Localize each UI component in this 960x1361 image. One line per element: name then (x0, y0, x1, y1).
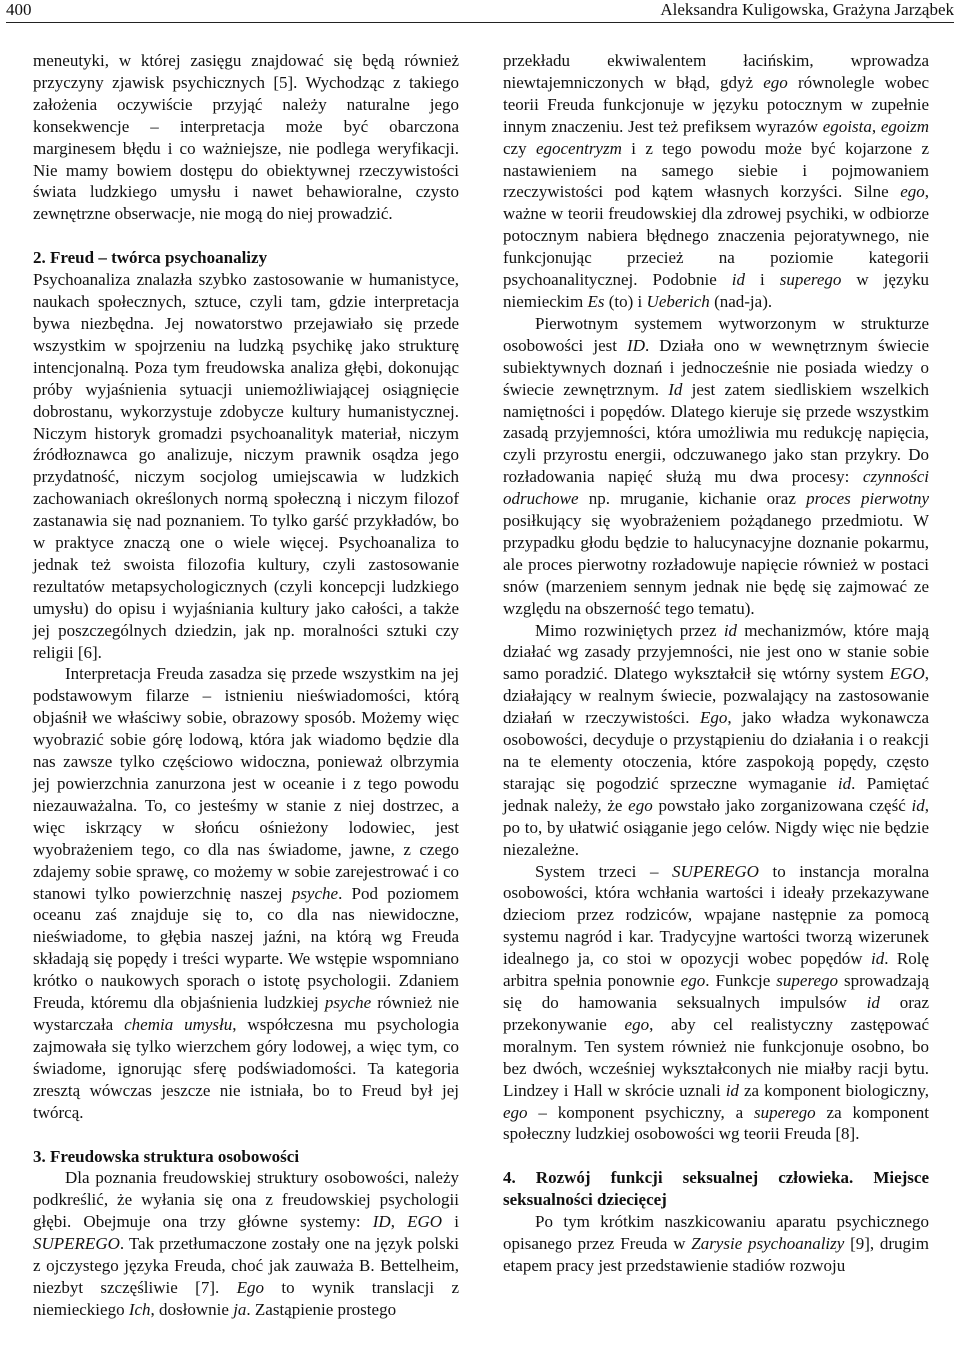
paragraph: Po tym krótkim naszkicowaniu aparatu psychicznego opisanego przez Freuda w Zarysie psychoanalizy [9], drugim etapem pracy jest przedstawienie stadiów rozwoju (503, 1212, 929, 1275)
left-column (33, 50, 459, 1321)
paragraph: Interpretacja Freuda zasadza się przede wszystkim na jej podstawowym filarze – istnieniu nieświadomości, którą objaśnił we właściwy sobie, obrazowy sposób. Możemy więc wyobrazić sobie górę lodową, która jak wiadomo będzie dla nas zawsze tylko częściowo widoczna, ponieważ olbrzymia jej powierzchnia zanurzona jest w oceanie i z tego powodu niezauważalna. To, co jesteśmy w stanie z niej dostrzec, a więc iskrzący w słońcu ośnieżony lodowiec, jest wyobrażeniem tego, co dla nas świadome, jawne, z czego zdajemy sobie sprawę, co możemy w sobie zarejestrować i co stanowi tylko powierzchnię naszej psyche. Pod poziomem oceanu zaś znajduje się to, co dla nas niewidoczne, nieświadome, to głębia naszej jaźni, na którą wg Freuda składają się popędy i treści wyparte. We wstępie wspomniano krótko o naukowych sporach o istotę psychologii. Zdaniem Freuda, któremu dla objaśnienia ludzkiej psyche również nie wystarczała chemia umysłu, współczesna mu psychologia zajmowała się tylko wierzchem góry lodowej, a więc tym, co świadome, ignorując sferę podświadomości. Ta kategoria zresztą wówczas jeszcze nie istniała, bo to Freud był jej twórcą. (33, 664, 460, 1122)
section-heading-3: 3. Freudowska struktura osobowości (33, 1146, 300, 1166)
paragraph: Dla poznania freudowskiej struktury osobowości, należy podkreślić, że wyłania się ona z freudowskiej psychologii głębi. Obejmuje ona trzy główne systemy: ID, EGO i SUPEREGO. Tak przetłumaczone zostały one na język polski z ojczystego języka Freuda, choć jak zauważa B. Bettelheim, niezbyt szczęśliwie [7]. Ego to wynik translacji z niemieckiego Ich, dosłownie ja. Zastąpienie prostego (33, 1168, 459, 1319)
page-number: 400 (6, 0, 32, 19)
running-header (6, 0, 954, 23)
paragraph: Psychoanaliza znalazła szybko zastosowanie w humanistyce, naukach społecznych, sztuce, czyli tam, gdzie interpretacja bywa niezbędna. Jej nowatorstwo przejawiało się przede wszystkim w spojrzeniu na ludzką psychikę jako strukturę intencjonalną. Poza tym freudowska analiza głębi, dokonując próby wyjaśnienia sytuacji uniemożliwiającej osiągnięcie dobrostanu, wykorzystuje zdobycze kultury humanistycznej. Niczym historyk gromadzi psychoanalityk materiał, niczym źródłoznawca go analizuje, niczym prawnik osądza jego przydatność, niczym socjolog umiejscawia w ludzkich zachowaniach określonych normą społeczną i niczym filozof zastanawia się nad poznaniem. To tylko garść przykładów, bo w praktyce znaczą one o wiele więcej. Psychoanaliza to jednak też swoista filozofia kultury, czyli zastosowanie rezultatów metapsychologicznych (czyli koncepcji ludzkiego umysłu) do opisu i wyjaśniania kultury jako całości, a także jej poszczególnych dziedzin, jak np. moralności sztuki czy religii [6]. (33, 270, 459, 662)
section-heading-4: 4. Rozwój funkcji seksualnej człowieka. Miejsce seksualności dziecięcej (503, 1168, 929, 1210)
header-authors: Aleksandra Kuligowska, Grażyna Jarząbek (660, 0, 954, 19)
paragraph: System trzeci – SUPEREGO to instancja moralna osobowości, która wchłania wartości i ideały przekazywane dzieciom przez rodziców, wpajane następnie za pomocą systemu nagród i kar. Tradycyjne wartości tworzą wizerunek idealnego ja, co stoi w opozycji wobec popędów id. Rolę arbitra spełnia ponownie ego. Funkcje superego sprowadzają się do hamowania seksualnych impulsów id oraz przekonywanie ego, aby cel realistyczny zastępować moralnym. Ten system również nie funkcjonuje osobno, bo bez dwóch, wcześniej wykształconych nie miałby racji bytu. Lindzey i Hall w skrócie uznali id za komponent biologiczny, ego – komponent psychiczny, a superego za komponent społeczny ludzkiej osobowości wg teorii Freuda [8]. (503, 861, 930, 1144)
paragraph: Pierwotnym systemem wytworzonym w strukturze osobowości jest ID. Działa ono w wewnętrznym świecie subiektywnych doznań i jednocześnie nie posiada wiedzy o świecie zewnętrznym. Id jest zatem siedliskiem wszelkich namiętności i popędów. Dlatego kieruje się przede wszystkim zasadą przyjemności, która umożliwia mu redukcję napięcia, czyli przyrostu energii, odczuwanego jako stan przykry. Do rozładowania napięć służą mu dwa procesy: czynności odruchowe np. mruganie, kichanie oraz proces pierwotny posiłkujący się wyobrażeniem pożądanego przedmiotu. W przypadku głodu będzie to halucynacyjne doznanie pokarmu, ale proces pierwotny rozładowuje napięcie również w postaci snów (marzeniem sennym jednak nie będę się zajmować ze względu na obszerność tego tematu). (503, 313, 929, 618)
section-heading-2: 2. Freud – twórca psychoanalizy (33, 248, 268, 268)
paragraph: przekładu ekwiwalentem łacińskim, wprowadza niewtajemniczonych w błąd, gdyż ego równolegle wobec teorii Freuda funkcjonuje w języku potocznym w zupełnie innym znaczeniu. Jest też prefiksem wyrazów egoista, egoizm czy egocentryzm i z tego powodu może być kojarzone z nastawieniem na samego siebie i pojmowaniem rzeczywistości pod kątem własnych korzyści. Silne ego, ważne w teorii freudowskiej dla zdrowej psychiki, w odbiorze potocznym nabiera błędnego znaczenia pejoratywnego, nie funkcjonując przecież na poziomie kategorii psychoanalitycznej. Podobnie id i superego w języku niemieckim Es (to) i Ueberich (nad-ja). (503, 51, 930, 311)
paragraph: Mimo rozwiniętych przez id mechanizmów, które mają działać wg zasady przyjemności, nie jest ono w stanie sobie samo poradzić. Dlatego wykształcił się wtórny system EGO, działający w realnym świecie, pozwalający na zastosowanie działań w rzeczywistości. Ego, jako władza wykonawcza osobowości, decyduje o przystąpieniu do działania i o reakcji na te elementy otoczenia, które zaspokoją popędy, często starając się pogodzić sprzeczne wymaganie id. Pamiętać jednak należy, że ego powstało jako zorganizowana część id, po to, by ułatwić osiąganie jego celów. Nigdy więc nie będzie niezależne. (503, 620, 930, 859)
paragraph: meneutyki, w której zasięgu znajdować się będą również przyczyny zjawisk psychicznych [5]. Wychodząc z takiego założenia oczywiście przyjąć należy naturalne jego konsekwencje – interpretacja może być obarczona marginesem błędu i co ważniejsze, nie podlega weryfikacji. Nie mamy bowiem dostępu do obiektywnej rzeczywistości świata ludzkiego umysłu i nawet behawioralne, czysto zewnętrzne obserwacje, nie mogą do niej prowadzić. (33, 51, 459, 224)
right-column (503, 50, 929, 1277)
